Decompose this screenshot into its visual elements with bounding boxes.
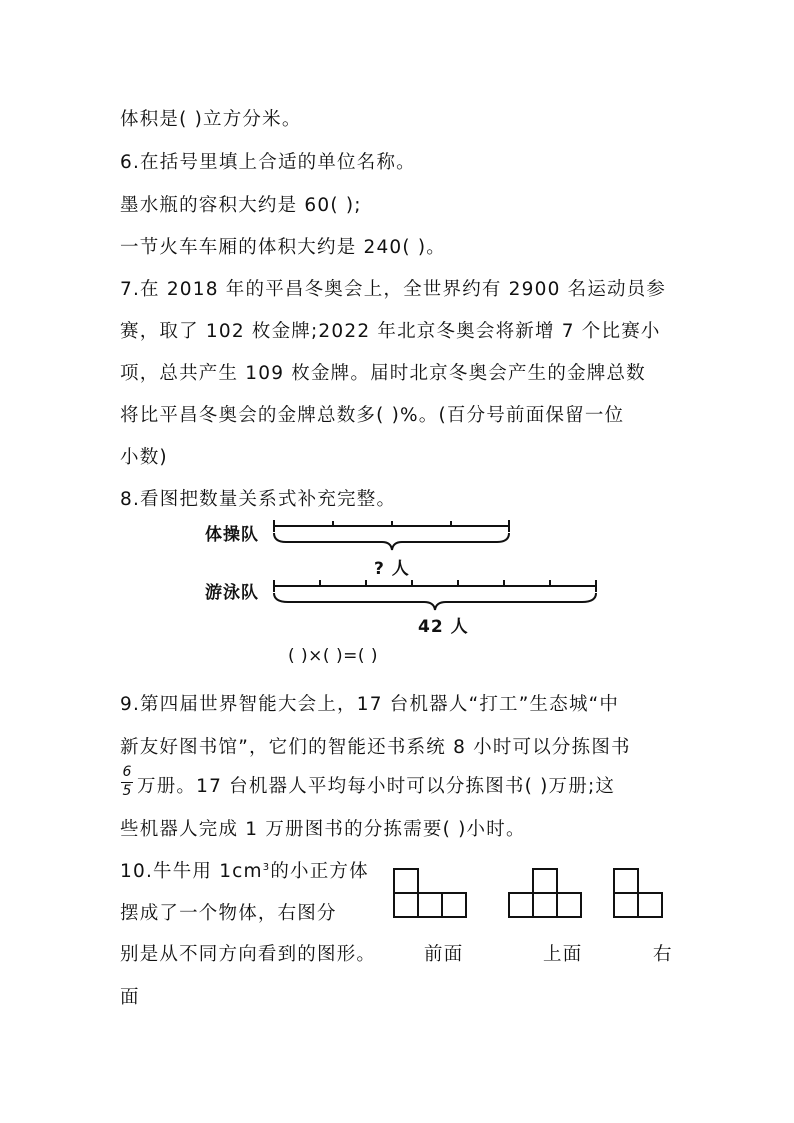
cube-square: [442, 893, 466, 917]
q8-stem: 8.看图把数量关系式补充完整。: [120, 489, 397, 510]
q6-line-1: 墨水瓶的容积大约是 60( );: [120, 195, 362, 216]
cube-square: [638, 893, 662, 917]
q9-line-4: 些机器人完成 1 万册图书的分拣需要( )小时。: [120, 819, 526, 840]
cube-square: [394, 893, 418, 917]
q7-line-3: 项，总共产生 109 枚金牌。届时北京冬奥会产生的金牌总数: [120, 363, 646, 384]
cube-square: [533, 893, 557, 917]
cube-square: [614, 893, 638, 917]
cube-square: [557, 893, 581, 917]
cube-square: [418, 893, 442, 917]
q6-line-2: 一节火车车厢的体积大约是 240( )。: [120, 237, 447, 258]
cube-square: [394, 869, 418, 893]
q10-line-3: 别是从不同方向看到的图形。: [120, 944, 377, 965]
q6-stem: 6.在括号里填上合适的单位名称。: [120, 152, 416, 173]
view-top-label: 上面: [543, 944, 583, 965]
fraction-denominator: 5: [122, 783, 132, 799]
q10-line-1-text-b: 的小正方体: [270, 861, 369, 882]
cube-exponent: 3: [262, 861, 271, 873]
q8-equation: ( )×( )=( ): [288, 646, 378, 666]
q10-line-1: [120, 857, 369, 883]
total-label: 42 人: [418, 617, 469, 637]
view-right-label-b: 面: [120, 987, 140, 1008]
cube-square: [509, 893, 533, 917]
q7-line-1: 7.在 2018 年的平昌冬奥会上，全世界约有 2900 名运动员参: [120, 279, 667, 300]
team2-brace: [274, 593, 596, 610]
fraction-numerator: 6: [122, 764, 132, 780]
view-front-label: 前面: [424, 944, 464, 965]
q9-line-1: 9.第四届世界智能大会上，17 台机器人“打工”生态城“中: [120, 694, 620, 715]
q9-line-2: 新友好图书馆”，它们的智能还书系统 8 小时可以分拣图书: [120, 737, 631, 758]
top-view-figure: [505, 864, 585, 924]
right-view-figure: [610, 864, 670, 924]
q8-diagram: [200, 515, 610, 635]
q7-line-5: 小数): [120, 447, 168, 468]
cube-square: [614, 869, 638, 893]
q5-tail-text: 体积是( )立方分米。: [120, 109, 302, 130]
q10-line-2: 摆成了一个物体，右图分: [120, 903, 337, 924]
q9-line-3: 万册。17 台机器人平均每小时可以分拣图书( )万册;这: [137, 776, 616, 797]
front-view-figure: [390, 864, 470, 924]
team1-label: 体操队: [205, 525, 259, 545]
unknown-label: ? 人: [374, 559, 410, 579]
view-right-label-a: 右: [653, 944, 673, 965]
team2-label: 游泳队: [205, 583, 259, 603]
q10-line-1-text: 10.牛牛用 1cm: [120, 861, 263, 882]
team1-brace: [274, 533, 509, 550]
q7-line-2: 赛，取了 102 枚金牌;2022 年北京冬奥会将新增 7 个比赛小: [120, 321, 661, 342]
cube-square: [533, 869, 557, 893]
q7-line-4: 将比平昌冬奥会的金牌总数多( )%。(百分号前面保留一位: [120, 405, 625, 426]
